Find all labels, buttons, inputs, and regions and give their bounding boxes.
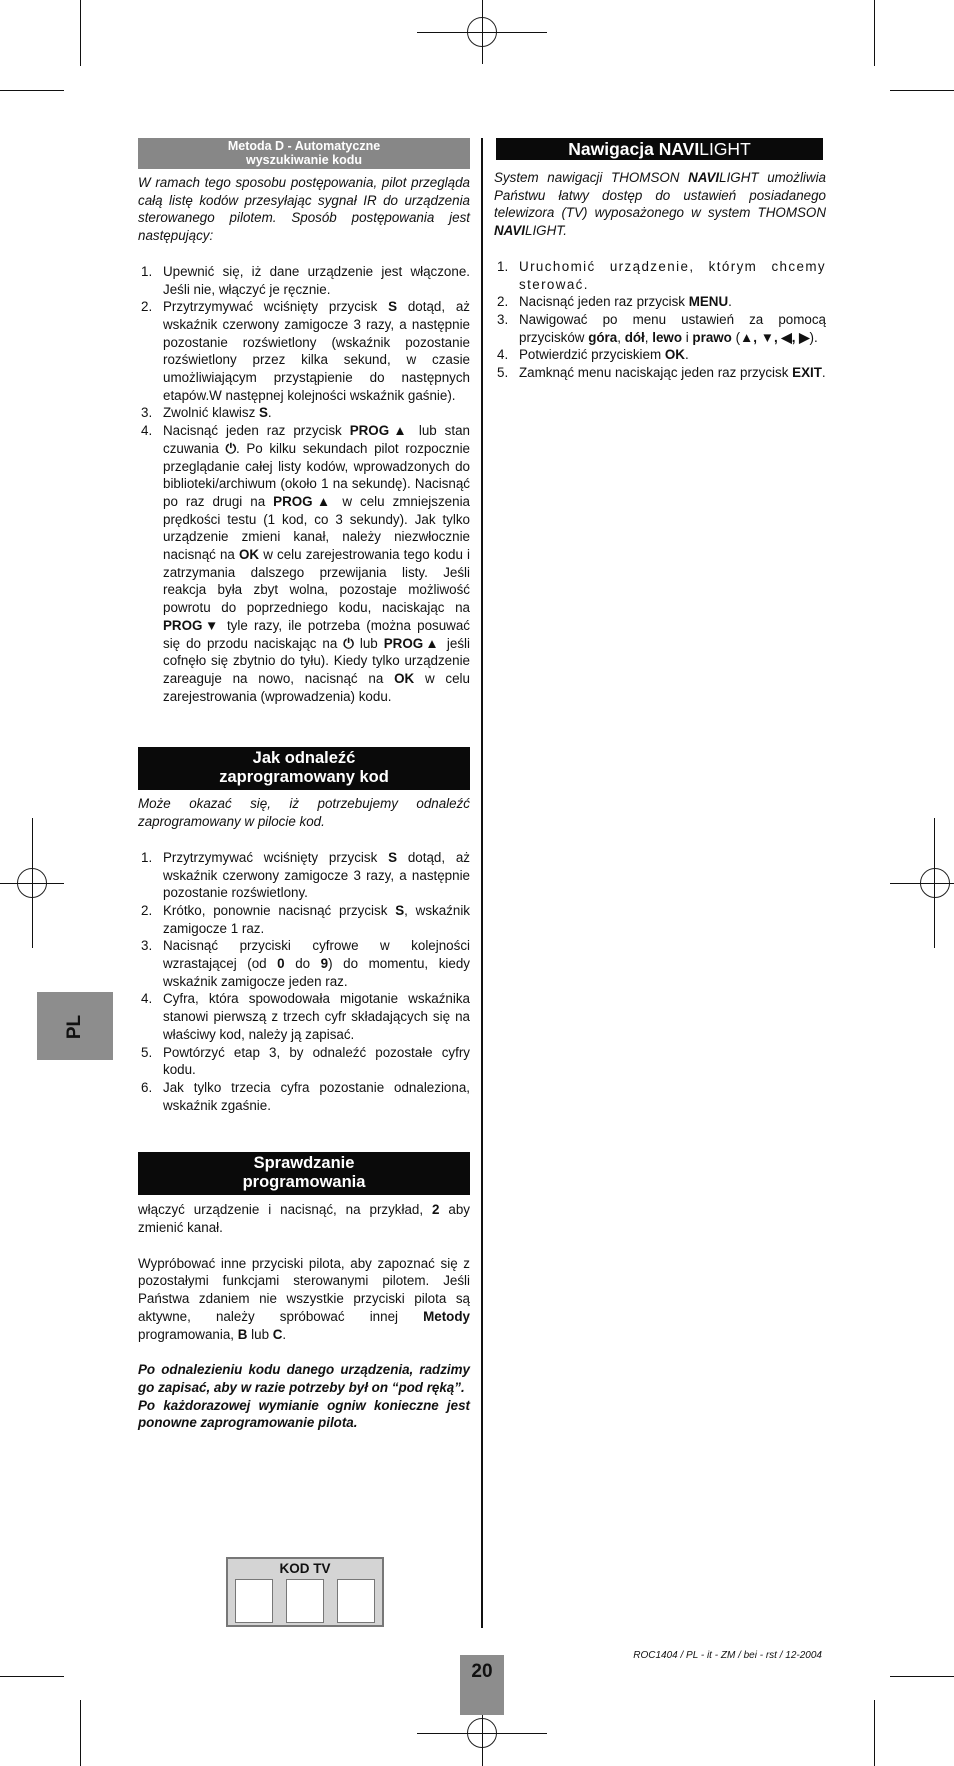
- key-prog-up: PROG▲: [273, 493, 335, 509]
- step-text: Upewnić się, iż dane urządzenie jest włączone. Jeśli nie, włączyć je ręcznie.: [163, 263, 470, 297]
- step-number: 6.: [141, 1079, 153, 1095]
- footer-code: ROC1404 / PL - it - ZM / bei - rst / 12-2004: [633, 1650, 822, 1661]
- paragraph-text: .: [282, 1326, 287, 1342]
- step-number: 4.: [141, 423, 153, 439]
- list-item: [494, 311, 826, 346]
- navilight-steps: [494, 258, 826, 382]
- registration-mark-right-h: [890, 883, 954, 884]
- step-text: Nacisnąć jeden raz przycisk: [519, 294, 689, 310]
- key-ok: OK: [394, 670, 415, 686]
- brand-navi: NAVI: [494, 223, 525, 239]
- step-text: i: [682, 329, 693, 345]
- step-text: (: [731, 329, 741, 345]
- list-item: [138, 902, 470, 937]
- left-column: [138, 138, 470, 1432]
- paragraph-text: lub: [247, 1326, 273, 1342]
- list-item: [494, 258, 826, 293]
- header-navi: NAVI: [658, 139, 700, 159]
- step-text: .: [267, 405, 272, 421]
- crop-mark: [80, 0, 81, 66]
- step-text: . Po kilku sekundach pilot rozpocznie przeglądanie całej listy kodów, wprowadzonych do biblioteki/archiwum (około 1 na sekundę). Nacisnąć po raz drugi na: [163, 440, 470, 509]
- step-number: 4.: [497, 347, 509, 363]
- paragraph-text: programowania,: [138, 1326, 238, 1342]
- intro-text: System nawigacji THOMSON: [494, 170, 689, 185]
- step-text: w celu zarejestrowania (wprowadzenia) kodu.: [163, 670, 470, 704]
- step-text: .: [684, 347, 689, 363]
- step-text: w celu zmniejszenia prędkości testu (1 kod, co 3 sekundy). Jak tylko urządzenie zmieni kanał, należy niezwłocznie nacisnąć na: [163, 493, 470, 563]
- header-line: Metoda D - Automatyczne: [227, 139, 381, 153]
- check-note-2: Po każdorazowej wymianie ogniw konieczne jest ponowne zaprogramowanie pilota.: [138, 1397, 470, 1431]
- step-text: Przytrzymywać wciśnięty przycisk: [163, 849, 389, 865]
- header-line: wyszukiwanie kodu: [245, 153, 362, 167]
- step-text: Zwolnić klawisz: [163, 405, 259, 421]
- list-item: [138, 404, 470, 422]
- crop-mark: [890, 90, 954, 91]
- crop-mark: [874, 1700, 875, 1766]
- key-s: S: [395, 902, 405, 918]
- navilight-intro: [494, 169, 826, 240]
- step-number: 1.: [141, 849, 153, 865]
- step-number: 5.: [141, 1044, 153, 1060]
- step-text: Nacisnąć przyciski cyfrowe w kolejności wzrastającej (od: [163, 938, 470, 972]
- list-item: [494, 346, 826, 364]
- kod-tv-box: [226, 1557, 384, 1627]
- note-text: “pod ręką”.: [391, 1379, 465, 1395]
- language-tab-label: PL: [64, 1014, 86, 1040]
- key-0: 0: [277, 956, 285, 972]
- arrow-keys-icon: ▲, ▼, ◀, ▶: [740, 329, 810, 345]
- step-number: 2.: [141, 299, 153, 315]
- kod-tv-title: KOD TV: [279, 1561, 331, 1576]
- list-item: [138, 263, 470, 298]
- step-text: Zamknąć menu naciskając jeden raz przycisk: [519, 365, 793, 381]
- crop-mark: [0, 90, 64, 91]
- registration-mark-left-v: [32, 818, 33, 948]
- step-number: 1.: [497, 258, 509, 274]
- method-d-intro: W ramach tego sposobu postępowania, pilot przegląda całą listę kodów przesyłając sygnał IR do urządzenia sterowanego pilotem. Sposób postępowania jest następujący:: [138, 175, 470, 244]
- step-text: Przytrzymywać wciśnięty przycisk: [163, 299, 389, 315]
- header-line: Sprawdzanie: [253, 1154, 355, 1173]
- list-item: [494, 364, 826, 382]
- separator: ,: [644, 329, 653, 345]
- paragraph-text: Wypróbować inne przyciski pilota, aby zapoznać się z pozostałymi funkcjami sterowanymi pilotem. Jeśli Państwa zdaniem nie wszystkie przyciski pilota są aktywne, należy spróbować innej: [138, 1255, 470, 1324]
- key-menu: MENU: [688, 294, 729, 310]
- step-number: 3.: [141, 938, 153, 954]
- list-item: [138, 298, 470, 404]
- note-text: Po odnalezieniu kodu danego urządzenia, radzimy go zapisać, aby w razie potrzeby był on: [138, 1362, 470, 1395]
- step-text: Potwierdzić przyciskiem: [519, 347, 665, 363]
- method-bold: Metody: [423, 1308, 470, 1324]
- word-gora: góra: [588, 329, 618, 345]
- list-item: [138, 422, 470, 705]
- method-b: B: [237, 1326, 248, 1342]
- paragraph-text: włączyć urządzenie i nacisnąć, na przykład,: [138, 1202, 433, 1218]
- crop-mark: [874, 0, 875, 66]
- power-icon: ⏻: [225, 440, 237, 456]
- step-text: ) do momentu, kiedy wskaźnik zamigocze jeden raz.: [163, 956, 470, 989]
- step-number: 1.: [141, 263, 153, 279]
- find-code-header: [138, 747, 470, 790]
- kod-digit-slot: [337, 1579, 375, 1623]
- word-dol: dół: [624, 329, 645, 345]
- step-text: dotąd, aż wskaźnik czerwony zamigocze 3 razy, a następnie pozostanie rozświetlony (wskaźnik pozostanie rozświetlony przez kilka sekund, w czasie umożliwiającym przystąpienie do następnych etapów.W następnej kolejności wskaźnik gaśnie).: [163, 299, 470, 403]
- header-line: Jak odnaleźć: [252, 749, 356, 768]
- word-lewo: lewo: [652, 329, 682, 345]
- key-exit: EXIT: [792, 365, 822, 381]
- key-s: S: [388, 299, 398, 315]
- check-header: [138, 1152, 470, 1195]
- list-item: [138, 1079, 470, 1114]
- header-text: Nawigacja: [568, 139, 659, 159]
- step-text: , wskaźnik zamigocze 1 raz.: [163, 902, 470, 936]
- method-d-header: [138, 138, 470, 169]
- find-code-steps: [138, 849, 470, 1115]
- language-tab: [37, 992, 113, 1060]
- step-text: .: [728, 294, 732, 310]
- list-item: [138, 937, 470, 990]
- method-d-steps: [138, 263, 470, 706]
- step-text: lub stan czuwania: [163, 423, 470, 456]
- step-number: 2.: [141, 902, 153, 918]
- list-item: [138, 1044, 470, 1079]
- step-text: tyle razy, ile potrzeba (można posuwać się do przodu naciskając na: [163, 617, 470, 651]
- key-2: 2: [432, 1202, 440, 1218]
- intro-text: LIGHT umożliwia Państwu łatwy dostęp do ustawień posiadanego telewizora (TV) wyposażonego w system THOMSON: [494, 170, 826, 221]
- key-prog-up: PROG▲: [349, 423, 411, 439]
- page-number: 20: [460, 1655, 504, 1715]
- step-text: Cyfra, która spowodowała migotanie wskaźnika stanowi pierwszą z trzech cyfr składających się na właściwy kod, należy ją zapisać.: [163, 991, 470, 1042]
- step-text: .: [821, 365, 826, 381]
- check-paragraph-1: [138, 1201, 470, 1236]
- key-s: S: [258, 405, 268, 421]
- step-number: 3.: [141, 405, 153, 421]
- key-9: 9: [320, 956, 329, 972]
- navilight-header: [496, 138, 823, 160]
- column-divider: [481, 138, 483, 1628]
- key-s: S: [388, 849, 398, 865]
- list-item: [494, 293, 826, 311]
- step-number: 3.: [497, 311, 509, 327]
- key-ok: OK: [664, 347, 685, 363]
- key-prog-up: PROG▲: [383, 635, 441, 651]
- step-text: Krótko, ponownie nacisnąć przycisk: [163, 902, 396, 918]
- key-ok: OK: [239, 547, 260, 563]
- crop-mark: [890, 1676, 954, 1677]
- step-text: Uruchomić urządzenie, którym chcemy sterować.: [519, 258, 826, 292]
- check-note-1: [138, 1361, 470, 1396]
- crop-mark: [0, 1676, 64, 1677]
- step-text: do: [284, 956, 321, 972]
- method-c: C: [272, 1326, 283, 1342]
- power-icon: ⏻: [343, 635, 354, 651]
- step-number: 2.: [497, 294, 509, 310]
- right-column: [494, 169, 826, 382]
- header-line: zaprogramowany kod: [219, 768, 389, 787]
- find-code-intro: Może okazać się, iż potrzebujemy odnaleźć zaprogramowany w pilocie kod.: [138, 796, 470, 830]
- kod-digit-slot: [235, 1579, 273, 1623]
- kod-digit-slot: [286, 1579, 324, 1623]
- intro-text: LIGHT.: [525, 223, 567, 239]
- crop-mark: [80, 1700, 81, 1766]
- separator: ,: [617, 329, 625, 345]
- header-line: programowania: [242, 1173, 366, 1192]
- step-text: Jak tylko trzecia cyfra pozostanie odnaleziona, wskaźnik zgaśnie.: [163, 1079, 470, 1113]
- registration-mark-top-v: [482, 0, 483, 64]
- list-item: [138, 990, 470, 1043]
- step-text: dotąd, aż wskaźnik czerwony zamigocze 3 razy, a następnie pozostanie rozświetlony.: [163, 849, 470, 901]
- brand-navi: NAVI: [688, 170, 720, 185]
- step-text: ).: [809, 329, 818, 345]
- step-text: w celu zarejestrowania tego kodu i zatrzymania dalszego przewijania listy. Jeśli reakcja była zbyt wolna, pozostaje możliwość powrotu do poprzedniego kodu, naciskając na: [163, 547, 470, 616]
- key-prog-down: PROG▼: [163, 617, 221, 633]
- registration-mark-right-v: [934, 818, 935, 948]
- step-number: 5.: [497, 365, 509, 381]
- list-item: [138, 849, 470, 902]
- header-light: LIGHT: [699, 139, 751, 159]
- step-text: Nawigować po menu ustawień za pomocą przycisków: [519, 311, 826, 345]
- word-prawo: prawo: [692, 329, 732, 345]
- step-number: 4.: [141, 991, 153, 1007]
- paragraph-text: aby zmienić kanał.: [138, 1202, 470, 1236]
- step-text: lub: [353, 635, 384, 651]
- check-paragraph-2: [138, 1255, 470, 1344]
- step-text: Nacisnąć jeden raz przycisk: [163, 423, 350, 439]
- step-text: jeśli cofnęło się zbytnio do tyłu). Kiedy tylko urządzenie zareaguje na nowo, nacisnąć na: [163, 635, 471, 686]
- step-text: Powtórzyć etap 3, by odnaleźć pozostałe cyfry kodu.: [163, 1044, 470, 1078]
